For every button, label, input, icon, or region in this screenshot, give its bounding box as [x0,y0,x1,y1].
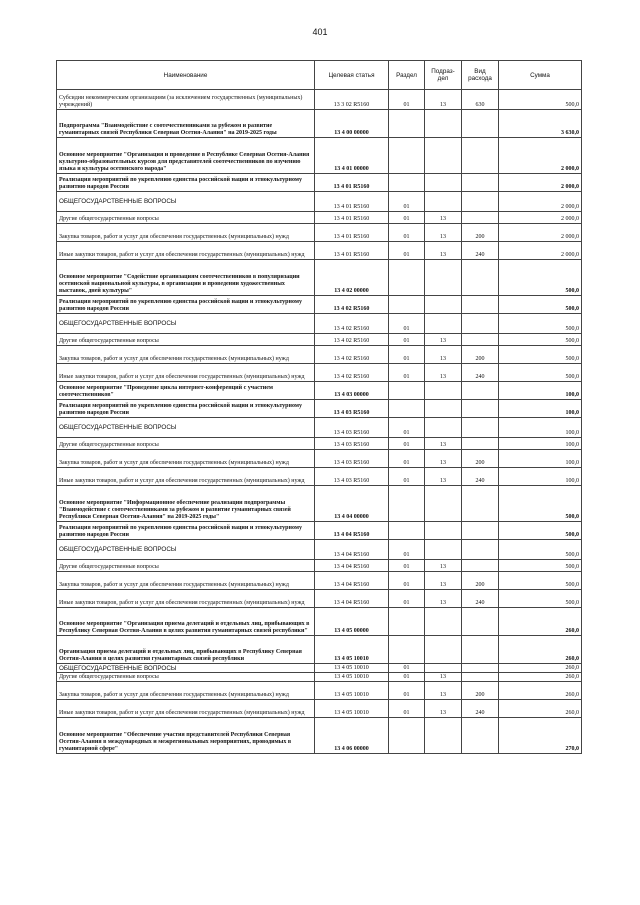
cell-section [389,522,425,540]
table-row [57,468,582,486]
cell-code: 13 4 01 00000 [315,138,389,174]
cell-sum: 260,0 [499,636,582,664]
cell-sum: 2 000,0 [499,192,582,212]
cell-code: 13 4 01 R5160 [315,174,389,192]
cell-code: 13 4 01 R5160 [315,242,389,260]
cell-section: 01 [389,90,425,110]
cell-subsection: 13 [425,468,462,486]
cell-sum: 260,0 [499,664,582,673]
cell-sum: 260,0 [499,608,582,636]
cell-code: 13 4 05 10010 [315,673,389,682]
cell-section: 01 [389,560,425,572]
table-row [57,110,582,138]
cell-sum: 500,0 [499,296,582,314]
table-row [57,590,582,608]
cell-subsection [425,540,462,560]
cell-subsection: 13 [425,346,462,364]
cell-code: 13 4 02 R5160 [315,346,389,364]
cell-section: 01 [389,418,425,438]
cell-name: Другие общегосударственные вопросы [57,560,315,572]
cell-type [462,636,499,664]
cell-type: 200 [462,682,499,700]
cell-code: 13 4 04 R5160 [315,560,389,572]
table-row [57,364,582,382]
cell-sum: 100,0 [499,468,582,486]
cell-name: Другие общегосударственные вопросы [57,673,315,682]
cell-code: 13 4 05 10010 [315,636,389,664]
cell-sum: 3 630,0 [499,110,582,138]
cell-code: 13 4 01 R5160 [315,192,389,212]
cell-code: 13 4 05 00000 [315,608,389,636]
cell-subsection [425,296,462,314]
cell-subsection [425,664,462,673]
cell-sum: 500,0 [499,90,582,110]
cell-name: Закупка товаров, работ и услуг для обеспечения государственных (муниципальных) нужд [57,346,315,364]
column-header-sum: Сумма [499,61,582,90]
cell-sum: 270,0 [499,718,582,754]
cell-subsection: 13 [425,334,462,346]
cell-section: 01 [389,334,425,346]
cell-type: 200 [462,572,499,590]
cell-subsection: 13 [425,673,462,682]
cell-type: 240 [462,242,499,260]
cell-name: Закупка товаров, работ и услуг для обеспечения государственных (муниципальных) нужд [57,682,315,700]
cell-sum: 500,0 [499,260,582,296]
cell-name: ОБЩЕГОСУДАРСТВЕННЫЕ ВОПРОСЫ [57,314,315,334]
cell-section: 01 [389,212,425,224]
cell-section [389,718,425,754]
cell-code: 13 4 04 00000 [315,486,389,522]
table-row [57,212,582,224]
cell-sum: 500,0 [499,560,582,572]
cell-type: 240 [462,364,499,382]
cell-sum: 500,0 [499,334,582,346]
table-row [57,382,582,400]
table-header-row [57,61,582,90]
table-row [57,138,582,174]
cell-code: 13 4 06 00000 [315,718,389,754]
cell-type: 630 [462,90,499,110]
cell-sum: 2 000,0 [499,242,582,260]
cell-name: Основное мероприятие "Проведение цикла интернет-конференций с участием соотечественников" [57,382,315,400]
cell-name: ОБЩЕГОСУДАРСТВЕННЫЕ ВОПРОСЫ [57,192,315,212]
column-header-code: Целевая статья [315,61,389,90]
cell-subsection: 13 [425,364,462,382]
cell-type: 200 [462,450,499,468]
cell-name: Основное мероприятие "Содействие организациям соотечественников в популяризации осетинской национальной культуры, в организации и проведении художественных выставок, дней культуры" [57,260,315,296]
cell-name: Иные закупки товаров, работ и услуг для обеспечения государственных (муниципальных) нужд [57,468,315,486]
cell-subsection [425,382,462,400]
column-header-type: Вид расхода [462,61,499,90]
cell-name: Иные закупки товаров, работ и услуг для обеспечения государственных (муниципальных) нужд [57,700,315,718]
cell-sum: 2 000,0 [499,174,582,192]
cell-name: Подпрограмма "Взаимодействие с соотечественниками за рубежом и развитие гуманитарных связей Республики Северная Осетия-Алания" на 2019-2025 годы [57,110,315,138]
cell-subsection: 13 [425,572,462,590]
table-row [57,296,582,314]
cell-name: ОБЩЕГОСУДАРСТВЕННЫЕ ВОПРОСЫ [57,418,315,438]
cell-subsection [425,110,462,138]
cell-code: 13 4 04 R5160 [315,522,389,540]
cell-name: ОБЩЕГОСУДАРСТВЕННЫЕ ВОПРОСЫ [57,664,315,673]
cell-code: 13 4 02 R5160 [315,334,389,346]
cell-sum: 100,0 [499,400,582,418]
cell-type [462,540,499,560]
cell-type [462,560,499,572]
cell-subsection: 13 [425,450,462,468]
cell-sum: 260,0 [499,673,582,682]
cell-name: Закупка товаров, работ и услуг для обеспечения государственных (муниципальных) нужд [57,572,315,590]
cell-type: 240 [462,468,499,486]
column-header-subsection: Подраз-дел [425,61,462,90]
cell-type: 240 [462,700,499,718]
cell-subsection [425,138,462,174]
cell-section: 01 [389,540,425,560]
cell-name: Реализация мероприятий по укреплению единства российской нации и этнокультурному развитию народов России [57,400,315,418]
cell-type [462,400,499,418]
cell-section [389,486,425,522]
cell-type [462,314,499,334]
cell-subsection [425,636,462,664]
cell-sum: 500,0 [499,314,582,334]
cell-name: Основное мероприятие "Обеспечение участия представителей Республики Северная Осетия-Алания в международных и межрегиональных мероприятиях, проводимых в гуманитарной сфере" [57,718,315,754]
cell-name: Иные закупки товаров, работ и услуг для обеспечения государственных (муниципальных) нужд [57,590,315,608]
cell-sum: 500,0 [499,364,582,382]
cell-type: 200 [462,224,499,242]
cell-subsection: 13 [425,224,462,242]
cell-code: 13 4 02 R5160 [315,364,389,382]
cell-sum: 500,0 [499,486,582,522]
table-row [57,224,582,242]
cell-subsection: 13 [425,438,462,450]
column-header-name: Наименование [57,61,315,90]
cell-subsection: 13 [425,212,462,224]
cell-name: Реализация мероприятий по укреплению единства российской нации и этнокультурному развитию народов России [57,174,315,192]
cell-sum: 500,0 [499,522,582,540]
cell-code: 13 4 04 R5160 [315,572,389,590]
table-row [57,346,582,364]
cell-name: Другие общегосударственные вопросы [57,334,315,346]
cell-type: 240 [462,590,499,608]
cell-section: 01 [389,700,425,718]
cell-subsection [425,486,462,522]
table-row [57,608,582,636]
cell-sum: 2 000,0 [499,224,582,242]
cell-subsection [425,192,462,212]
cell-type [462,718,499,754]
cell-type [462,260,499,296]
cell-section: 01 [389,346,425,364]
cell-subsection: 13 [425,590,462,608]
table-row [57,450,582,468]
cell-code: 13 4 01 R5160 [315,212,389,224]
cell-subsection: 13 [425,682,462,700]
cell-sum: 260,0 [499,700,582,718]
cell-name: Другие общегосударственные вопросы [57,438,315,450]
cell-type [462,110,499,138]
cell-section: 01 [389,572,425,590]
cell-section [389,260,425,296]
cell-code: 13 4 05 10010 [315,682,389,700]
table-row [57,673,582,682]
table-row [57,572,582,590]
cell-subsection [425,260,462,296]
table-body [57,90,582,754]
cell-sum: 100,0 [499,382,582,400]
cell-code: 13 4 03 R5160 [315,450,389,468]
cell-type [462,438,499,450]
cell-name: Основное мероприятие "Организация приема делегаций и отдельных лиц, прибывающих в Республику Северная Осетия-Алания в целях развития гуманитарных связей республики" [57,608,315,636]
cell-type [462,334,499,346]
cell-code: 13 3 02 R5160 [315,90,389,110]
cell-subsection: 13 [425,242,462,260]
cell-code: 13 4 03 R5160 [315,400,389,418]
cell-section [389,174,425,192]
cell-subsection [425,608,462,636]
cell-section: 01 [389,673,425,682]
cell-section [389,608,425,636]
cell-section [389,382,425,400]
cell-name: Закупка товаров, работ и услуг для обеспечения государственных (муниципальных) нужд [57,450,315,468]
table-row [57,192,582,212]
cell-name: Реализация мероприятий по укреплению единства российской нации и этнокультурному развитию народов России [57,522,315,540]
table-row [57,418,582,438]
table-row [57,174,582,192]
cell-code: 13 4 03 R5160 [315,418,389,438]
cell-type [462,522,499,540]
budget-table [56,60,582,754]
table-row [57,560,582,572]
cell-subsection [425,522,462,540]
cell-sum: 100,0 [499,418,582,438]
cell-name: Субсидии некоммерческим организациям (за исключением государственных (муниципальных) учреждений) [57,90,315,110]
cell-subsection: 13 [425,90,462,110]
cell-name: Реализация мероприятий по укреплению единства российской нации и этнокультурному развитию народов России [57,296,315,314]
table-row [57,486,582,522]
cell-code: 13 4 02 R5160 [315,296,389,314]
column-header-section: Раздел [389,61,425,90]
cell-sum: 260,0 [499,682,582,700]
cell-name: Закупка товаров, работ и услуг для обеспечения государственных (муниципальных) нужд [57,224,315,242]
cell-section [389,400,425,418]
table-row [57,242,582,260]
cell-name: Основное мероприятие "Информационное обеспечение реализации подпрограммы "Взаимодействие с соотечественниками за рубежом и развитие гуманитарных связей Республики Северная Осетия-Алания" на 2019-2025 годы" [57,486,315,522]
cell-code: 13 4 02 R5160 [315,314,389,334]
cell-sum: 2 000,0 [499,138,582,174]
table-row [57,636,582,664]
cell-section: 01 [389,224,425,242]
cell-type [462,673,499,682]
cell-section: 01 [389,364,425,382]
cell-type: 200 [462,346,499,364]
cell-sum: 500,0 [499,540,582,560]
cell-section: 01 [389,438,425,450]
cell-subsection [425,314,462,334]
cell-type [462,192,499,212]
cell-sum: 2 000,0 [499,212,582,224]
cell-section [389,636,425,664]
cell-section: 01 [389,682,425,700]
cell-code: 13 4 03 00000 [315,382,389,400]
cell-code: 13 4 03 R5160 [315,468,389,486]
cell-section [389,296,425,314]
cell-code: 13 4 05 10010 [315,700,389,718]
cell-sum: 500,0 [499,346,582,364]
cell-section: 01 [389,314,425,334]
cell-code: 13 4 00 00000 [315,110,389,138]
cell-sum: 100,0 [499,450,582,468]
cell-section: 01 [389,450,425,468]
table-row [57,522,582,540]
cell-name: Иные закупки товаров, работ и услуг для обеспечения государственных (муниципальных) нужд [57,242,315,260]
table-row [57,438,582,450]
cell-code: 13 4 04 R5160 [315,540,389,560]
table-row [57,90,582,110]
cell-type [462,608,499,636]
cell-code: 13 4 02 00000 [315,260,389,296]
cell-code: 13 4 05 10010 [315,664,389,673]
cell-subsection: 13 [425,560,462,572]
cell-type [462,382,499,400]
table-row [57,334,582,346]
cell-section [389,138,425,174]
cell-section [389,110,425,138]
cell-name: Основное мероприятие "Организация и проведение в Республике Северная Осетия-Алания культурно-образовательных курсов для представителей соотечественников по изучению языка и культуры осетинского народа" [57,138,315,174]
cell-subsection [425,418,462,438]
cell-sum: 500,0 [499,572,582,590]
cell-section: 01 [389,242,425,260]
cell-type [462,296,499,314]
table-row [57,682,582,700]
cell-type [462,138,499,174]
cell-name: ОБЩЕГОСУДАРСТВЕННЫЕ ВОПРОСЫ [57,540,315,560]
table-row [57,700,582,718]
cell-name: Иные закупки товаров, работ и услуг для обеспечения государственных (муниципальных) нужд [57,364,315,382]
cell-subsection [425,718,462,754]
cell-code: 13 4 04 R5160 [315,590,389,608]
cell-sum: 500,0 [499,590,582,608]
cell-section: 01 [389,468,425,486]
cell-name: Организация приема делегаций и отдельных лиц, прибывающих в Республику Северная Осетия-Алания в целях развития гуманитарных связей республики [57,636,315,664]
table-row [57,718,582,754]
cell-section: 01 [389,192,425,212]
page-number: 401 [312,27,328,37]
cell-sum: 100,0 [499,438,582,450]
table-row [57,260,582,296]
table-row [57,664,582,673]
cell-type [462,212,499,224]
cell-section: 01 [389,664,425,673]
cell-subsection [425,400,462,418]
cell-section: 01 [389,590,425,608]
cell-subsection: 13 [425,700,462,718]
cell-code: 13 4 01 R5160 [315,224,389,242]
cell-type [462,486,499,522]
cell-name: Другие общегосударственные вопросы [57,212,315,224]
cell-type [462,418,499,438]
cell-code: 13 4 03 R5160 [315,438,389,450]
table-row [57,314,582,334]
table-row [57,540,582,560]
cell-type [462,664,499,673]
cell-type [462,174,499,192]
table-row [57,400,582,418]
cell-subsection [425,174,462,192]
